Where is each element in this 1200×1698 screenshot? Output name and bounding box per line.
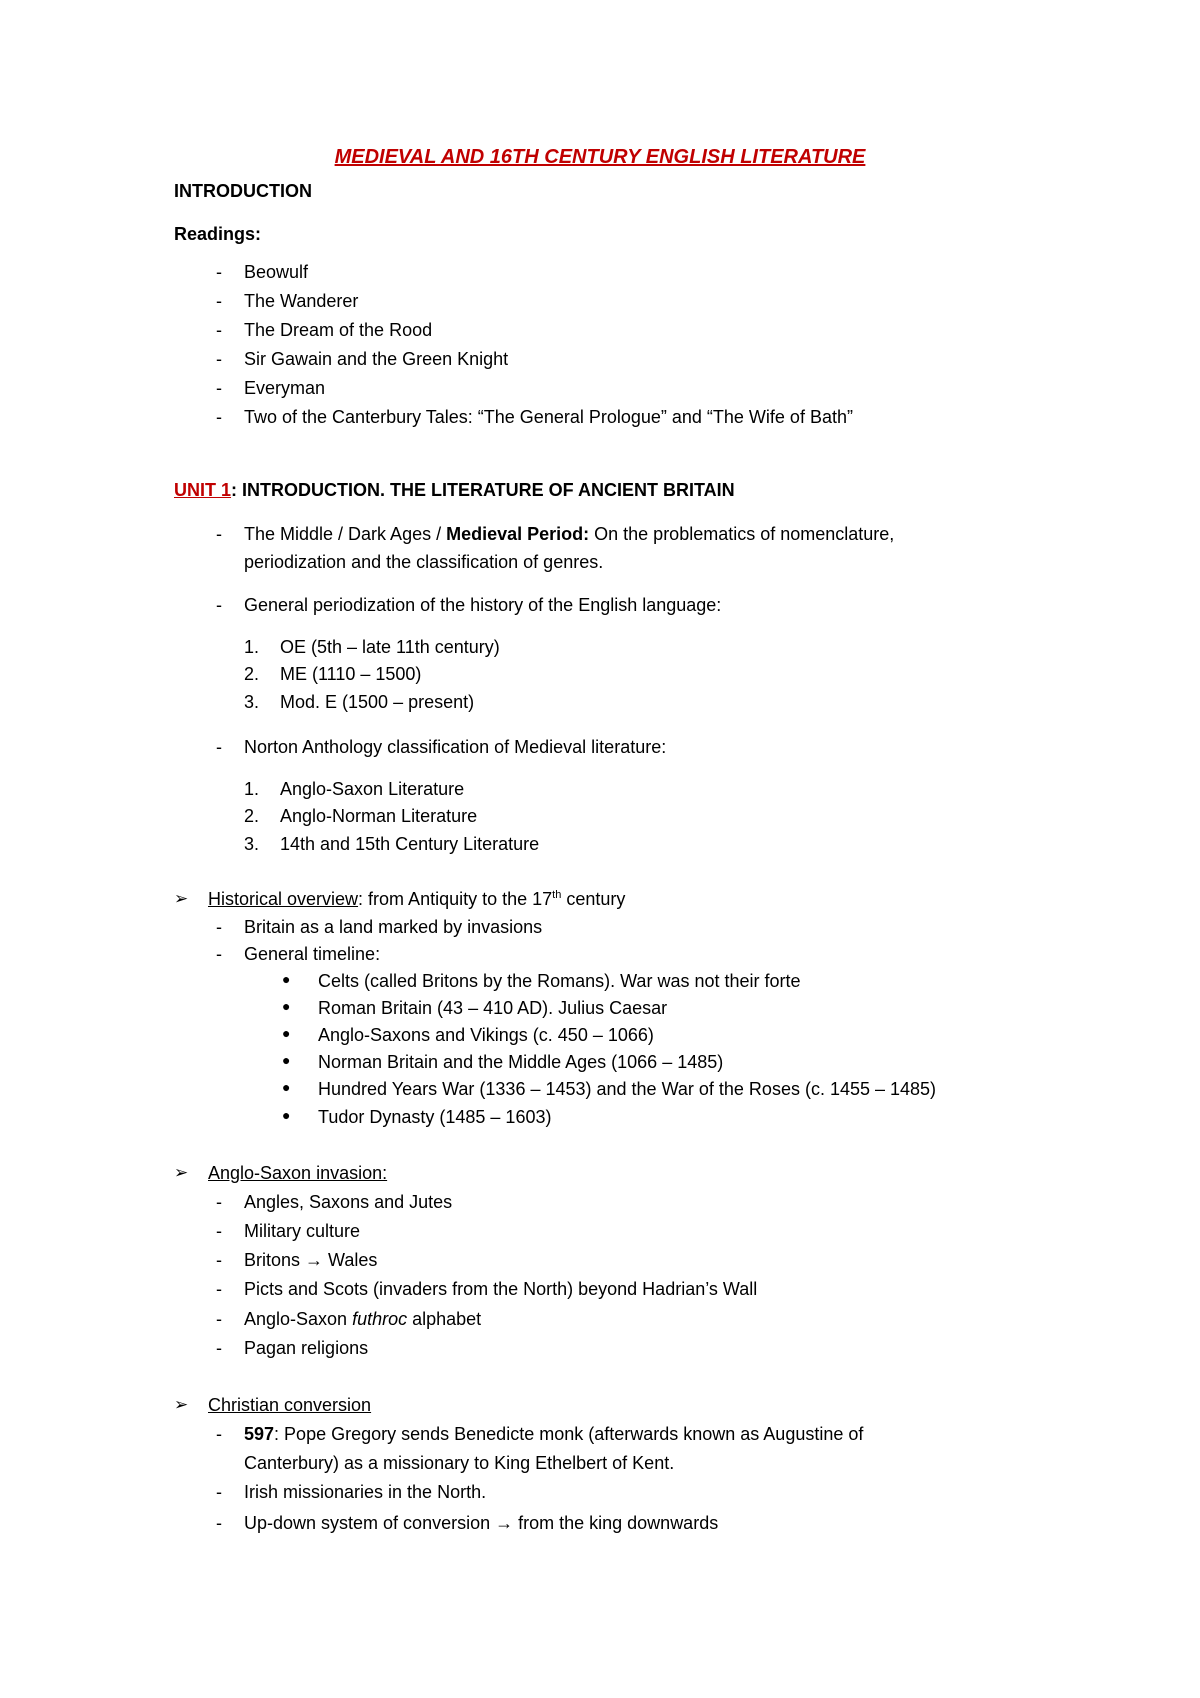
arrow-right-icon: → — [495, 1513, 514, 1533]
bullet-icon: ● — [282, 1052, 291, 1068]
dash-bullet: - — [216, 1250, 222, 1270]
section-label: Christian conversion — [208, 1395, 372, 1415]
document-page: MEDIEVAL AND 16TH CENTURY ENGLISH LITERATURE INTRODUCTION Readings: - Beowulf - The Wanderer - The Dream of the Rood - Sir Gawain and the Green Knight - Everyman - Two of the Canterbury Tales: “The General Prologue” and “The Wife of Bath” UNIT 1: INTRODUCTION. THE LITERATURE OF ANCIENT BRITAIN - The Middle / Dark Ages / Medieval Period: On the problematics of nomenclature, periodization and the classification of genres. - General periodization of the history of the English language: 1. OE (5th – late 11th century) 2. ME (1110 – 1500) 3. Mod. E (1500 – present) - Norton Anthology classification of Medieval literature: 1. Anglo-Saxon Literature 2. Anglo-Norman Literature 3. 14th and 15th Century Literature ➢ Historical overview: from Antiquity to the 17th century - Britain as a land marked by invasions - General timeline: ● Celts (called Britons by the Romans). War was not their forte ● Roman Britain (43 – 410 AD). Julius Caesar ● Anglo-Saxons and Vikings (c. 450 – 1066) ● Norman Britain and the Middle Ages (1066 – 1485) ● Hundred Years War (1336 – 1453) and the War of the Roses (c. 1455 – 1485) ● Tudor Dynasty (1485 – 1603) ➢ Anglo-Saxon invasion: - Angles, Saxons and Jutes - Military culture - Britons → Wales - Picts and Scots (invaders from the North) beyond Hadrian’s Wall - Anglo-Saxon futhroc alphabet - Pagan religions ➢ Christian conversion - 597: Pope Gregory sends Benedicte monk (afterwards known as Augustine of Canterbury) as a missionary to King Ethelbert of Kent. - Irish missionaries in the North. - Up-down system of conversion → from the king downwards — [0, 0, 1200, 1698]
bullet-icon: ● — [282, 1025, 291, 1041]
dash-bullet: - — [216, 291, 222, 311]
introduction-heading: INTRODUCTION — [174, 181, 312, 201]
arrow-bullet-icon: ➢ — [174, 1163, 189, 1182]
arrow-bullet-icon: ➢ — [174, 1395, 189, 1414]
dash-bullet: - — [216, 1309, 222, 1329]
bullet-icon: ● — [282, 971, 291, 987]
bullet-icon: ● — [282, 1107, 291, 1123]
dash-bullet: - — [216, 1338, 222, 1358]
section-label: Historical overview — [208, 889, 359, 909]
dash-bullet: - — [216, 378, 222, 398]
arrow-bullet-icon: ➢ — [174, 889, 189, 908]
dash-bullet: - — [216, 1192, 222, 1212]
list-item-continuation: Canterbury) as a missionary to King Ethelbert of Kent. — [244, 1453, 675, 1473]
dash-bullet: - — [216, 1221, 222, 1241]
dash-bullet: - — [216, 737, 222, 757]
list-item-continuation: periodization and the classification of genres. — [244, 552, 604, 572]
arrow-right-icon: → — [305, 1250, 324, 1270]
dash-bullet: - — [216, 1279, 222, 1299]
document-title: MEDIEVAL AND 16TH CENTURY ENGLISH LITERATURE — [334, 146, 866, 168]
dash-bullet: - — [216, 1482, 222, 1502]
section-label: Anglo-Saxon invasion: — [208, 1163, 388, 1183]
dash-bullet: - — [216, 524, 222, 544]
dash-bullet: - — [216, 595, 222, 615]
bullet-icon: ● — [282, 1079, 291, 1095]
readings-label: Readings: — [174, 224, 262, 244]
dash-bullet: - — [216, 1513, 222, 1533]
bullet-icon: ● — [282, 998, 291, 1014]
dash-bullet: - — [216, 320, 222, 340]
dash-bullet: - — [216, 944, 222, 964]
dash-bullet: - — [216, 917, 222, 937]
unit-label: UNIT 1 — [174, 480, 232, 500]
unit-heading: UNIT 1: INTRODUCTION. THE LITERATURE OF ANCIENT BRITAIN — [174, 480, 735, 500]
dash-bullet: - — [216, 1424, 222, 1444]
dash-bullet: - — [216, 262, 222, 282]
dash-bullet: - — [216, 407, 222, 427]
dash-bullet: - — [216, 349, 222, 369]
